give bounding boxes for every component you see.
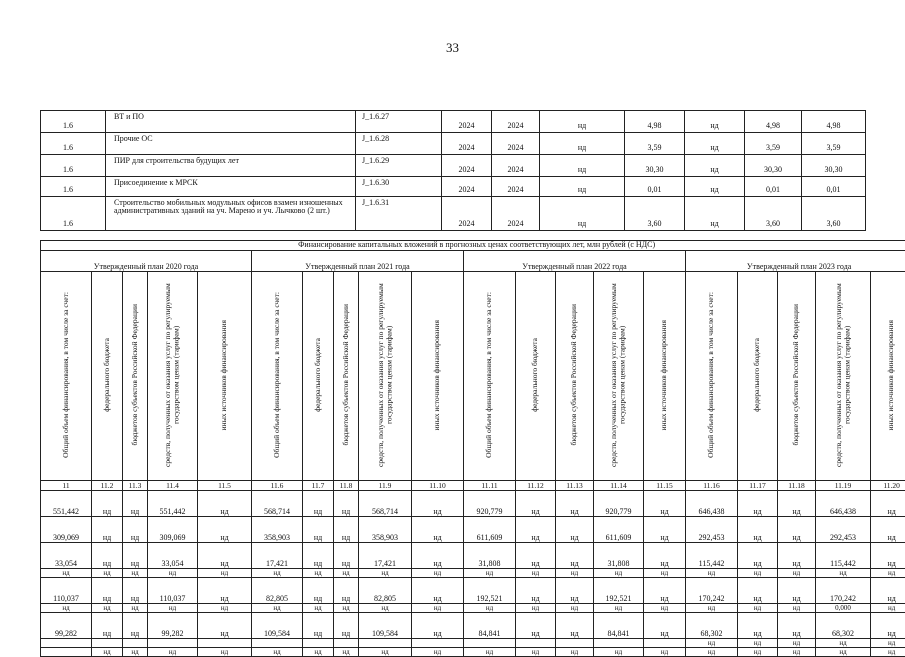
table-cell: 115,442 — [686, 543, 738, 569]
column-index: 11.5 — [198, 481, 252, 491]
top-cell-c1: нд — [540, 111, 625, 133]
table-cell: нд — [464, 569, 516, 578]
table-cell: 358,903 — [252, 517, 303, 543]
column-header — [412, 272, 464, 481]
table-cell: нд — [92, 491, 123, 517]
top-cell-c4: 0,01 — [745, 177, 802, 197]
table-cell: 292,453 — [816, 517, 871, 543]
table-cell: нд — [92, 648, 123, 657]
table-cell: нд — [644, 604, 686, 613]
table-cell: нд — [556, 569, 594, 578]
table-cell — [41, 648, 92, 657]
table-row — [41, 491, 905, 517]
column-index: 11 — [41, 481, 92, 491]
column-index: 11.6 — [252, 481, 303, 491]
table-cell: нд — [556, 517, 594, 543]
table-cell: нд — [334, 491, 359, 517]
table-cell: нд — [412, 604, 464, 613]
table-row — [41, 604, 905, 613]
column-header — [92, 272, 123, 481]
table-cell: нд — [412, 543, 464, 569]
column-index: 11.7 — [303, 481, 334, 491]
table-cell: нд — [334, 569, 359, 578]
table-cell: нд — [464, 604, 516, 613]
table-cell: нд — [334, 517, 359, 543]
table-cell: нд — [778, 569, 816, 578]
table-cell: 170,242 — [816, 578, 871, 604]
table-cell: нд — [871, 517, 905, 543]
table-cell: нд — [92, 604, 123, 613]
column-header-label: бюджетов субъектов Российской Федерации — [570, 304, 578, 445]
column-header — [252, 272, 303, 481]
table-cell: нд — [686, 639, 738, 648]
year-header-2020: Утвержденный план 2020 года — [41, 251, 252, 272]
table-cell: нд — [412, 613, 464, 639]
column-header-label: федерального бюджета — [531, 338, 539, 412]
top-cell-c5: 30,30 — [802, 155, 866, 177]
table-cell: 192,521 — [464, 578, 516, 604]
year-header-2023: Утвержденный план 2023 года — [686, 251, 905, 272]
table-cell: 568,714 — [252, 491, 303, 517]
table-cell: нд — [738, 517, 778, 543]
top-cell-c1: нд — [540, 133, 625, 155]
table-cell: нд — [334, 613, 359, 639]
table-cell: нд — [778, 604, 816, 613]
column-index: 11.14 — [594, 481, 644, 491]
column-header-label: иных источников финансирования — [433, 320, 441, 430]
top-cell-c3: нд — [685, 177, 745, 197]
column-index: 11.16 — [686, 481, 738, 491]
table-cell: нд — [686, 604, 738, 613]
top-cell-c1: нд — [540, 197, 625, 231]
table-cell: 110,037 — [41, 578, 92, 604]
table-cell: 110,037 — [148, 578, 198, 604]
table-cell: нд — [303, 543, 334, 569]
top-cell-y2: 2024 — [492, 111, 540, 133]
table-cell: нд — [334, 604, 359, 613]
table-cell: 551,442 — [148, 491, 198, 517]
column-header — [148, 272, 198, 481]
table-cell: нд — [516, 648, 556, 657]
table-cell: нд — [816, 648, 871, 657]
table-cell: нд — [738, 569, 778, 578]
table-cell: 82,805 — [359, 578, 412, 604]
table-cell: нд — [198, 613, 252, 639]
column-index: 11.3 — [123, 481, 148, 491]
top-cell-c4: 4,98 — [745, 111, 802, 133]
top-cell-c4: 3,59 — [745, 133, 802, 155]
column-index: 11.11 — [464, 481, 516, 491]
column-header-label: бюджетов субъектов Российской Федерации — [792, 304, 800, 445]
column-header — [464, 272, 516, 481]
top-cell-c5: 3,59 — [802, 133, 866, 155]
table-cell: нд — [198, 569, 252, 578]
column-index: 11.4 — [148, 481, 198, 491]
table-cell: 611,609 — [464, 517, 516, 543]
table-cell: нд — [359, 604, 412, 613]
table-cell: нд — [644, 517, 686, 543]
table-cell: 309,069 — [148, 517, 198, 543]
table-cell: нд — [556, 613, 594, 639]
top-cell-c4: 3,60 — [745, 197, 802, 231]
table-cell: нд — [816, 569, 871, 578]
column-header — [198, 272, 252, 481]
table-cell: нд — [871, 639, 905, 648]
table-cell: нд — [778, 613, 816, 639]
table-cell: 646,438 — [816, 491, 871, 517]
table-cell: нд — [738, 578, 778, 604]
table-cell: нд — [123, 648, 148, 657]
table-cell: нд — [644, 578, 686, 604]
column-header — [816, 272, 871, 481]
table-cell: нд — [41, 569, 92, 578]
column-header — [594, 272, 644, 481]
table-cell: нд — [303, 604, 334, 613]
top-cell-name: ПИР для строительства будущих лет — [106, 155, 356, 177]
column-index: 11.12 — [516, 481, 556, 491]
column-header — [871, 272, 905, 481]
table-cell: нд — [556, 604, 594, 613]
top-row — [41, 177, 866, 197]
table-cell: нд — [123, 578, 148, 604]
table-cell: 115,442 — [816, 543, 871, 569]
table-cell: нд — [412, 517, 464, 543]
top-row — [41, 133, 866, 155]
table-cell: 568,714 — [359, 491, 412, 517]
top-row — [41, 111, 866, 133]
table-cell: нд — [778, 639, 816, 648]
table-cell: нд — [412, 648, 464, 657]
table-cell: 920,779 — [464, 491, 516, 517]
table-cell: нд — [198, 491, 252, 517]
table-cell: нд — [644, 569, 686, 578]
table-cell: 109,584 — [359, 613, 412, 639]
column-header-label: Общий объем финансирования, в том числе за счет: — [485, 292, 493, 458]
table-cell: нд — [252, 648, 303, 657]
column-header-label: Общий объем финансирования, в том числе за счет: — [273, 292, 281, 458]
table-cell: нд — [871, 648, 905, 657]
top-cell-y1: 2024 — [442, 197, 492, 231]
table-cell: 68,302 — [816, 613, 871, 639]
top-row — [41, 155, 866, 177]
table-cell: нд — [778, 648, 816, 657]
table-cell: нд — [871, 613, 905, 639]
column-header-label: средств, полученных от оказания услуг по регулируемым государством ценам (тарифам) — [164, 275, 181, 475]
table-cell: нд — [738, 543, 778, 569]
table-cell: нд — [92, 578, 123, 604]
top-cell-code: 1.6 — [41, 177, 106, 197]
top-cell-c1: нд — [540, 155, 625, 177]
table-cell: нд — [594, 604, 644, 613]
top-cell-id: J_1.6.29 — [356, 155, 442, 177]
table-row — [41, 648, 905, 657]
top-cell-code: 1.6 — [41, 133, 106, 155]
top-cell-y2: 2024 — [492, 133, 540, 155]
top-cell-name: Строительство мобильных модульных офисов взамен изношенных административных зданий на уч. Марено и уч. Лычково (2 шт.) — [106, 197, 356, 231]
table-cell: нд — [123, 517, 148, 543]
table-cell: нд — [123, 491, 148, 517]
table-cell: нд — [516, 569, 556, 578]
top-cell-c2: 4,98 — [625, 111, 685, 133]
top-cell-code: 1.6 — [41, 197, 106, 231]
table-cell: 611,609 — [594, 517, 644, 543]
column-header-label: бюджетов субъектов Российской Федерации — [131, 304, 139, 445]
top-cell-name: ВТ и ПО — [106, 111, 356, 133]
table-cell: нд — [198, 648, 252, 657]
table-cell: нд — [644, 491, 686, 517]
table-row — [41, 517, 905, 543]
table-cell: нд — [556, 543, 594, 569]
column-header — [556, 272, 594, 481]
column-index: 11.19 — [816, 481, 871, 491]
table-cell: нд — [303, 569, 334, 578]
column-header — [778, 272, 816, 481]
column-header — [516, 272, 556, 481]
table-cell: нд — [686, 569, 738, 578]
table-cell: нд — [334, 543, 359, 569]
table-cell: 551,442 — [41, 491, 92, 517]
table-cell: нд — [738, 613, 778, 639]
table-cell: нд — [516, 604, 556, 613]
column-header — [123, 272, 148, 481]
table-cell: нд — [92, 569, 123, 578]
column-header-label: средств, полученных от оказания услуг по регулируемым государством ценам (тарифам) — [835, 275, 852, 475]
table-cell: 192,521 — [594, 578, 644, 604]
table-cell: нд — [123, 543, 148, 569]
page-number: 33 — [0, 40, 905, 56]
table-cell: нд — [738, 491, 778, 517]
table-cell: 292,453 — [686, 517, 738, 543]
top-cell-y2: 2024 — [492, 197, 540, 231]
table-cell: 33,054 — [148, 543, 198, 569]
column-header-label: иных источников финансирования — [887, 320, 895, 430]
table-cell: нд — [778, 491, 816, 517]
top-cell-c5: 3,60 — [802, 197, 866, 231]
table-cell: нд — [644, 648, 686, 657]
table-cell: нд — [92, 543, 123, 569]
top-cell-y2: 2024 — [492, 177, 540, 197]
table-cell: 170,242 — [686, 578, 738, 604]
table-cell: 109,584 — [252, 613, 303, 639]
table-cell: нд — [412, 569, 464, 578]
table-cell: нд — [516, 491, 556, 517]
column-header-label: средств, полученных от оказания услуг по регулируемым государством ценам (тарифам) — [610, 275, 627, 475]
table-cell: нд — [303, 578, 334, 604]
table-cell: нд — [686, 648, 738, 657]
table-cell: нд — [871, 543, 905, 569]
column-header-label: иных источников финансирования — [660, 320, 668, 430]
column-header — [334, 272, 359, 481]
year-header-2022: Утвержденный план 2022 года — [464, 251, 686, 272]
table-cell: нд — [556, 491, 594, 517]
table-cell: нд — [778, 543, 816, 569]
column-index: 11.17 — [738, 481, 778, 491]
column-header — [41, 272, 92, 481]
top-cell-y1: 2024 — [442, 155, 492, 177]
top-cell-c5: 0,01 — [802, 177, 866, 197]
top-cell-id: J_1.6.27 — [356, 111, 442, 133]
table-cell: нд — [644, 543, 686, 569]
table-cell: нд — [123, 604, 148, 613]
table-cell: нд — [644, 613, 686, 639]
table-row — [41, 613, 905, 639]
column-header-label: федерального бюджета — [103, 338, 111, 412]
table-cell: нд — [871, 491, 905, 517]
column-header-label: Общий объем финансирования, в том числе за счет: — [707, 292, 715, 458]
top-cell-c3: нд — [685, 197, 745, 231]
table-cell: нд — [516, 613, 556, 639]
table-cell: нд — [594, 569, 644, 578]
table-row — [41, 543, 905, 569]
table-cell: 99,282 — [148, 613, 198, 639]
table-cell: нд — [738, 604, 778, 613]
table-cell: нд — [92, 613, 123, 639]
column-header — [686, 272, 738, 481]
table-row — [41, 578, 905, 604]
table-cell: нд — [41, 604, 92, 613]
table-cell: нд — [738, 639, 778, 648]
table-cell: нд — [738, 648, 778, 657]
top-row — [41, 197, 866, 231]
column-header-label: федерального бюджета — [753, 338, 761, 412]
top-cell-c2: 3,60 — [625, 197, 685, 231]
column-header-label: средств, полученных от оказания услуг по регулируемым государством ценам (тарифам) — [377, 275, 394, 475]
table-cell: нд — [303, 491, 334, 517]
column-header-label: иных источников финансирования — [220, 320, 228, 430]
table-cell: 84,841 — [464, 613, 516, 639]
top-cell-name: Присоединение к МРСК — [106, 177, 356, 197]
table-cell: нд — [303, 517, 334, 543]
column-header-label: федерального бюджета — [314, 338, 322, 412]
table-cell: нд — [148, 569, 198, 578]
financing-table — [40, 240, 905, 657]
table-cell: нд — [359, 648, 412, 657]
table-row — [41, 569, 905, 578]
top-cell-y1: 2024 — [442, 133, 492, 155]
table-cell: 17,421 — [359, 543, 412, 569]
table-cell: 646,438 — [686, 491, 738, 517]
top-cell-c3: нд — [685, 111, 745, 133]
table-cell: 17,421 — [252, 543, 303, 569]
column-header — [644, 272, 686, 481]
year-header-2021: Утвержденный план 2021 года — [252, 251, 464, 272]
table-cell: нд — [303, 648, 334, 657]
table-cell: 309,069 — [41, 517, 92, 543]
table-cell: нд — [516, 578, 556, 604]
table-cell: 920,779 — [594, 491, 644, 517]
table-cell: нд — [816, 639, 871, 648]
table-cell: 33,054 — [41, 543, 92, 569]
top-table — [40, 110, 866, 231]
column-index: 11.13 — [556, 481, 594, 491]
column-index: 11.8 — [334, 481, 359, 491]
column-header — [303, 272, 334, 481]
table-cell: нд — [148, 604, 198, 613]
top-cell-c4: 30,30 — [745, 155, 802, 177]
table-cell: нд — [252, 604, 303, 613]
top-cell-c5: 4,98 — [802, 111, 866, 133]
table-cell: нд — [252, 569, 303, 578]
table-cell: нд — [334, 578, 359, 604]
table-cell: нд — [464, 648, 516, 657]
column-header — [359, 272, 412, 481]
top-cell-c1: нд — [540, 177, 625, 197]
table-cell: нд — [198, 517, 252, 543]
table-cell: нд — [303, 613, 334, 639]
column-index: 11.18 — [778, 481, 816, 491]
column-index: 11.2 — [92, 481, 123, 491]
table-cell: 84,841 — [594, 613, 644, 639]
column-index: 11.10 — [412, 481, 464, 491]
table-cell: нд — [556, 578, 594, 604]
table-cell: 31,808 — [464, 543, 516, 569]
top-cell-c3: нд — [685, 155, 745, 177]
top-cell-name: Прочие ОС — [106, 133, 356, 155]
top-cell-c2: 30,30 — [625, 155, 685, 177]
table-cell: нд — [334, 648, 359, 657]
column-header-label: бюджетов субъектов Российской Федерации — [342, 304, 350, 445]
table-cell: нд — [198, 604, 252, 613]
table-cell: нд — [198, 578, 252, 604]
column-index: 11.20 — [871, 481, 905, 491]
table-cell: 99,282 — [41, 613, 92, 639]
table-cell: 358,903 — [359, 517, 412, 543]
table-cell: нд — [359, 569, 412, 578]
table-cell: нд — [516, 517, 556, 543]
table-cell: 0,000 — [816, 604, 871, 613]
top-cell-c3: нд — [685, 133, 745, 155]
top-cell-c2: 0,01 — [625, 177, 685, 197]
table-cell: нд — [198, 543, 252, 569]
table-cell: нд — [871, 578, 905, 604]
table-cell: нд — [412, 578, 464, 604]
table-cell: 82,805 — [252, 578, 303, 604]
table-cell: нд — [871, 604, 905, 613]
column-header — [738, 272, 778, 481]
table-cell: 31,808 — [594, 543, 644, 569]
top-cell-code: 1.6 — [41, 111, 106, 133]
column-header-label: Общий объем финансирования, в том числе за счет: — [62, 292, 70, 458]
top-cell-id: J_1.6.28 — [356, 133, 442, 155]
financing-title: Финансирование капитальных вложений в прогнозных ценах соответствующих лет, млн рублей (с НДС) — [41, 241, 905, 251]
top-cell-y2: 2024 — [492, 155, 540, 177]
table-cell: нд — [123, 613, 148, 639]
table-cell: нд — [556, 648, 594, 657]
column-index: 11.9 — [359, 481, 412, 491]
table-cell: нд — [778, 578, 816, 604]
table-cell: нд — [148, 648, 198, 657]
table-cell: нд — [594, 648, 644, 657]
top-cell-id: J_1.6.30 — [356, 177, 442, 197]
table-cell: 68,302 — [686, 613, 738, 639]
column-index: 11.15 — [644, 481, 686, 491]
table-cell: нд — [92, 517, 123, 543]
top-cell-y1: 2024 — [442, 177, 492, 197]
top-cell-y1: 2024 — [442, 111, 492, 133]
top-cell-c2: 3,59 — [625, 133, 685, 155]
table-cell: нд — [412, 491, 464, 517]
table-cell: нд — [871, 569, 905, 578]
top-cell-code: 1.6 — [41, 155, 106, 177]
table-cell: нд — [123, 569, 148, 578]
table-cell: нд — [778, 517, 816, 543]
top-cell-id: J_1.6.31 — [356, 197, 442, 231]
table-cell: нд — [516, 543, 556, 569]
